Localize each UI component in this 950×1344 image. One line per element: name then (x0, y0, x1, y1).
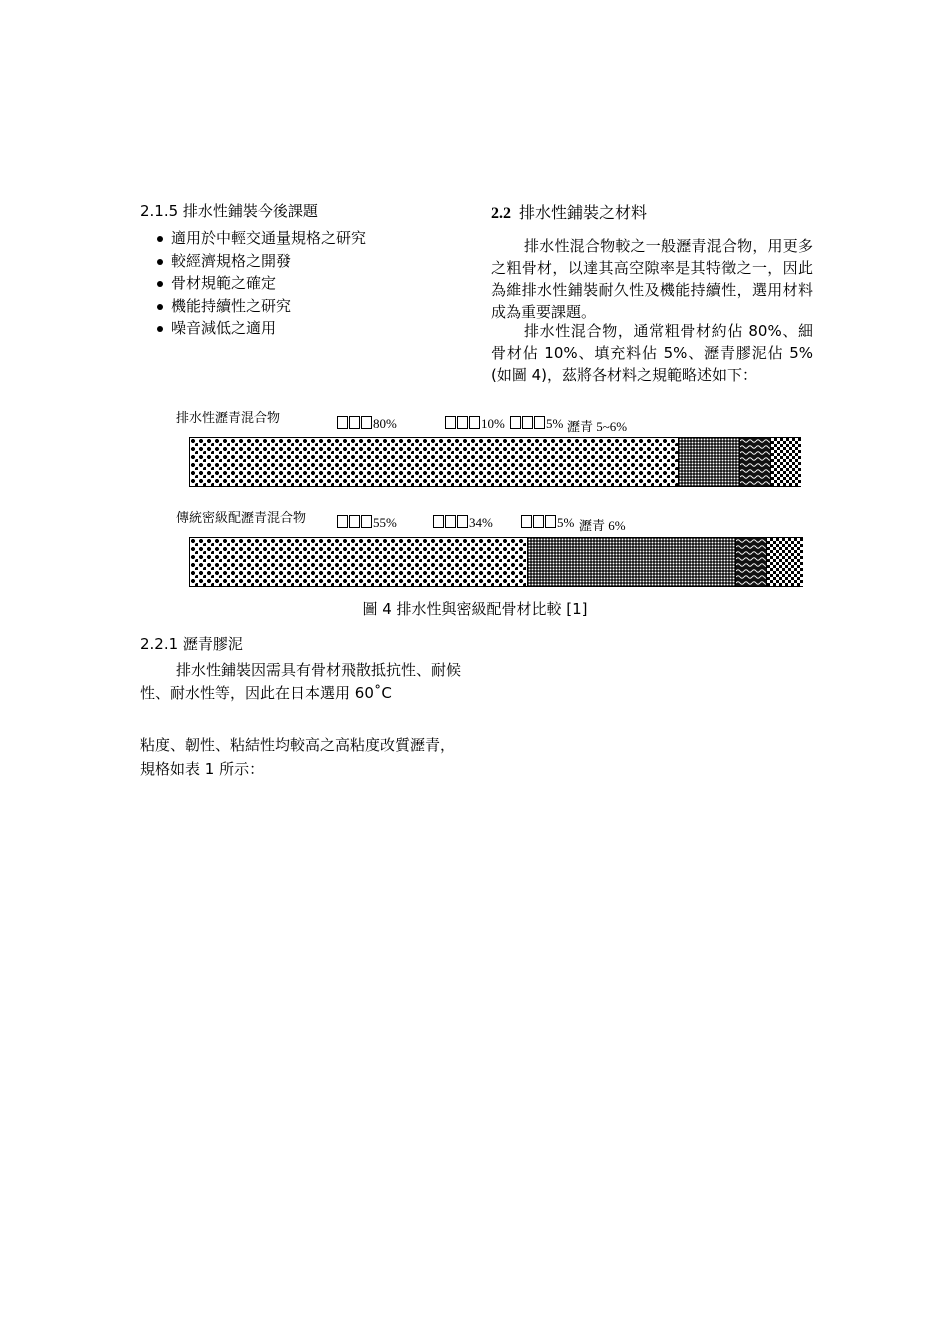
asphalt-paragraph-2: 粘度、韌性、粘結性均較高之高粘度改質瀝青，規格如表 1 所示： (140, 736, 456, 778)
segment-label: 瀝青 6% (579, 518, 626, 533)
asphalt-segment (770, 438, 801, 486)
section-2-1-5-heading: 2.1.5 排水性鋪裝今後課題 (140, 202, 318, 220)
filler-segment (739, 438, 771, 486)
materials-paragraph-2: 排水性混合物，通常粗骨材約佔 80%、細骨材佔 10%、填充料佔 5%、瀝青膠泥佔 5% (如圖 4)，茲將各材料之規範略述如下： (491, 322, 813, 384)
issues-list (155, 227, 366, 340)
asphalt-segment (766, 538, 803, 586)
section-2-2-heading (491, 200, 647, 223)
list-item: 骨材規範之確定 (155, 272, 366, 295)
filler-segment (735, 538, 767, 586)
list-item: 較經濟規格之開發 (155, 250, 366, 273)
list-item: 機能持續性之研究 (155, 295, 366, 318)
segment-label: 55% (337, 515, 397, 531)
figure-caption: 圖 4 排水性與密級配骨材比較 [1] (362, 600, 588, 618)
segment-label: 34% (433, 515, 493, 531)
segment-label: 80% (337, 416, 397, 432)
row-label-porous: 排水性瀝青混合物 (176, 411, 281, 426)
coarse-aggregate-segment (190, 438, 678, 486)
coarse-aggregate-segment (190, 538, 527, 586)
fine-aggregate-segment (678, 438, 740, 486)
list-item: 噪音減低之適用 (155, 317, 366, 340)
segment-label: 10% (445, 416, 505, 432)
section-2-2-1-heading: 2.2.1 瀝青膠泥 (140, 635, 243, 653)
segment-label: 5% (521, 515, 574, 531)
stacked-bar-dense (189, 537, 803, 587)
segment-label: 5% (510, 416, 563, 432)
materials-paragraph-1: 排水性混合物較之一般瀝青混合物，用更多之粗骨材，以達其高空隙率是其特徵之一，因此為維排水性鋪裝耐久性及機能持續性，選用材料成為重要課題。 (491, 237, 813, 321)
fine-aggregate-segment (527, 538, 736, 586)
section-number: 2.2 (491, 205, 511, 222)
row-label-dense: 傳統密級配瀝青混合物 (176, 511, 307, 526)
list-item: 適用於中輕交通量規格之研究 (155, 227, 366, 250)
segment-label: 瀝青 5~6% (567, 419, 628, 434)
asphalt-paragraph-1: 排水性鋪裝因需具有骨材飛散抵抗性、耐候性、耐水性等，因此在日本選用 60˚C (140, 661, 462, 702)
section-title: 排水性鋪裝之材料 (519, 203, 648, 222)
stacked-bar-porous (189, 437, 801, 487)
